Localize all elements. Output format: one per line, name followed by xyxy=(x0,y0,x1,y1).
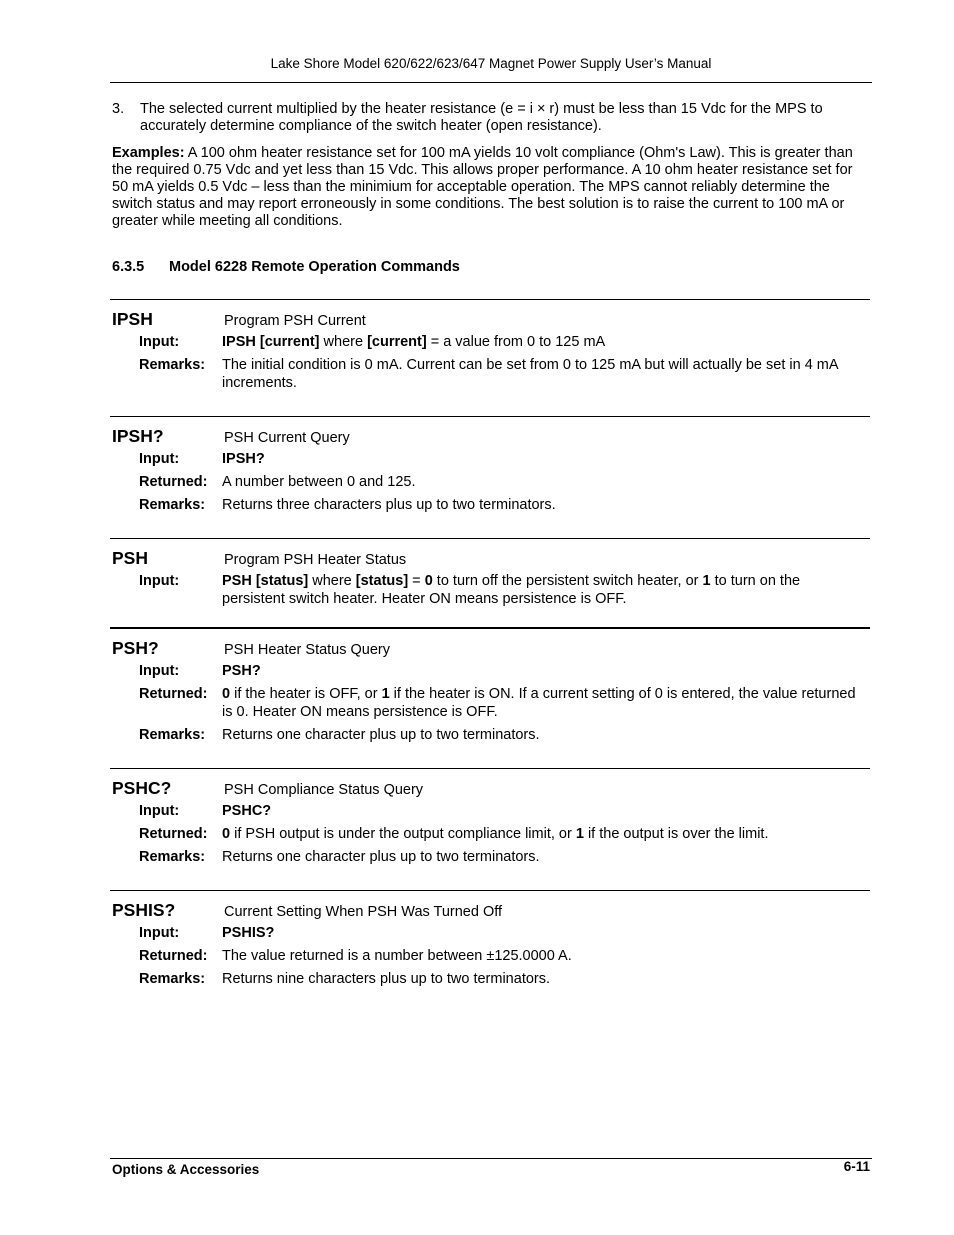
remarks-label: Remarks: xyxy=(139,357,206,373)
input-value-on: 1 xyxy=(702,573,711,589)
input-syntax: PSHIS? xyxy=(222,925,275,941)
input-syntax: PSH? xyxy=(222,663,261,679)
section-title: Model 6228 Remote Operation Commands xyxy=(169,259,460,275)
input-label: Input: xyxy=(139,663,180,679)
input-text: to turn on the persistent switch heater. Heater ON means persistence is OFF. xyxy=(222,573,801,607)
returned-off: 0 xyxy=(222,686,231,702)
input-field xyxy=(110,924,870,942)
item-text: The selected current multiplied by the heater resistance (e = i × r) must be less than 15 Vdc for the MPS to accurately determine compliance of the switch heater (open resistance). xyxy=(140,101,823,134)
input-field xyxy=(110,333,870,351)
input-label: Input: xyxy=(139,334,180,350)
returned-over: 1 xyxy=(575,826,584,842)
returned-value: A number between 0 and 125. xyxy=(222,474,416,490)
footer-section-name: Options & Accessories xyxy=(112,1162,260,1177)
returned-label: Returned: xyxy=(139,826,208,842)
command-ipsh xyxy=(110,299,870,416)
examples-paragraph xyxy=(112,145,858,230)
returned-on: 1 xyxy=(381,686,390,702)
footer-rule xyxy=(110,1158,872,1159)
page-header: Lake Shore Model 620/622/623/647 Magnet Power Supply User’s Manual xyxy=(270,56,712,71)
numbered-item-3 xyxy=(112,101,858,135)
page-content xyxy=(112,101,858,993)
returned-value xyxy=(222,825,870,843)
input-syntax: PSH [status] xyxy=(222,573,309,589)
footer-page-number: 6-11 xyxy=(843,1159,870,1174)
command-ipsh-query xyxy=(110,416,870,538)
command-name: IPSH? xyxy=(112,426,164,446)
command-title: PSH Compliance Status Query xyxy=(224,782,424,798)
input-text: = xyxy=(408,573,425,589)
examples-text: A 100 ohm heater resistance set for 100 mA yields 10 volt compliance (Ohm's Law). This is greater than the required 0.75 Vdc and yet less than 15 Vdc. This allows proper performance. A 10 ohm heater resistance set for 50 mA yields 0.5 Vdc – less than the minimium for acceptable operation. The MPS cannot reliably determine the switch status and may report erroneously in some conditions. The best solution is to raise the current to 100 mA or greater while meeting all conditions. xyxy=(112,145,853,229)
command-title: PSH Current Query xyxy=(224,430,350,446)
remarks-label: Remarks: xyxy=(139,727,206,743)
input-value xyxy=(222,802,870,820)
returned-under: 0 xyxy=(222,826,231,842)
returned-label: Returned: xyxy=(139,948,208,964)
command-pshis-query xyxy=(110,890,870,988)
command-title: PSH Heater Status Query xyxy=(224,642,391,658)
returned-field xyxy=(110,825,870,843)
input-value xyxy=(222,662,870,680)
input-label: Input: xyxy=(139,925,180,941)
input-value xyxy=(222,333,870,351)
header-rule xyxy=(110,82,872,83)
returned-label: Returned: xyxy=(139,474,208,490)
input-value xyxy=(222,924,870,942)
section-number: 6.3.5 xyxy=(112,259,145,275)
input-value-off: 0 xyxy=(424,573,433,589)
remarks-label: Remarks: xyxy=(139,971,206,987)
remarks-label: Remarks: xyxy=(139,497,206,513)
remarks-value: The initial condition is 0 mA. Current can be set from 0 to 125 mA but will actually be set in 4 mA increments. xyxy=(222,357,838,391)
item-number: 3. xyxy=(112,101,125,117)
returned-text: if the heater is OFF, or xyxy=(230,686,382,702)
command-psh-query xyxy=(110,627,870,768)
returned-field xyxy=(110,947,870,965)
input-syntax: IPSH [current] xyxy=(222,334,320,350)
input-field xyxy=(110,450,870,468)
returned-text: if the output is over the limit. xyxy=(583,826,769,842)
input-label: Input: xyxy=(139,803,180,819)
input-text: = a value from 0 to 125 mA xyxy=(426,334,606,350)
input-text: to turn off the persistent switch heater, or xyxy=(432,573,703,589)
command-name: PSH xyxy=(112,548,148,568)
input-param: [status] xyxy=(355,573,409,589)
input-label: Input: xyxy=(139,573,180,589)
section-heading xyxy=(112,259,858,275)
input-value xyxy=(222,572,870,608)
returned-text: if the heater is ON. If a current setting of 0 is entered, the value returned is 0. Heater ON means persistence is OFF. xyxy=(222,686,856,720)
returned-field xyxy=(110,473,870,491)
input-field xyxy=(110,802,870,820)
remarks-field xyxy=(110,496,870,514)
returned-field xyxy=(110,685,870,721)
returned-value: The value returned is a number between ±125.0000 A. xyxy=(222,948,572,964)
remarks-value: Returns one character plus up to two terminators. xyxy=(222,849,540,865)
input-field xyxy=(110,572,870,608)
input-text: where xyxy=(308,573,356,589)
remarks-value: Returns three characters plus up to two terminators. xyxy=(222,497,556,513)
remarks-value: Returns nine characters plus up to two terminators. xyxy=(222,971,551,987)
remarks-field xyxy=(110,356,870,392)
remarks-field xyxy=(110,970,870,988)
command-list xyxy=(110,299,870,988)
command-title: Current Setting When PSH Was Turned Off xyxy=(224,904,503,920)
examples-label: Examples: xyxy=(112,145,185,161)
input-field xyxy=(110,662,870,680)
command-name: PSHIS? xyxy=(112,900,176,920)
input-syntax: PSHC? xyxy=(222,803,272,819)
command-title: Program PSH Heater Status xyxy=(224,552,407,568)
input-param: [current] xyxy=(367,334,427,350)
command-title: Program PSH Current xyxy=(224,313,366,329)
command-psh xyxy=(110,538,870,627)
command-name: IPSH xyxy=(112,309,153,329)
returned-label: Returned: xyxy=(139,686,208,702)
returned-text: if PSH output is under the output compliance limit, or xyxy=(230,826,576,842)
remarks-field xyxy=(110,726,870,744)
remarks-field xyxy=(110,848,870,866)
command-name: PSH? xyxy=(112,638,159,658)
input-label: Input: xyxy=(139,451,180,467)
remarks-value: Returns one character plus up to two terminators. xyxy=(222,727,540,743)
returned-value xyxy=(222,685,870,721)
command-pshc-query xyxy=(110,768,870,890)
input-syntax: IPSH? xyxy=(222,451,265,467)
input-text: where xyxy=(319,334,368,350)
input-value xyxy=(222,450,870,468)
remarks-label: Remarks: xyxy=(139,849,206,865)
command-name: PSHC? xyxy=(112,778,172,798)
